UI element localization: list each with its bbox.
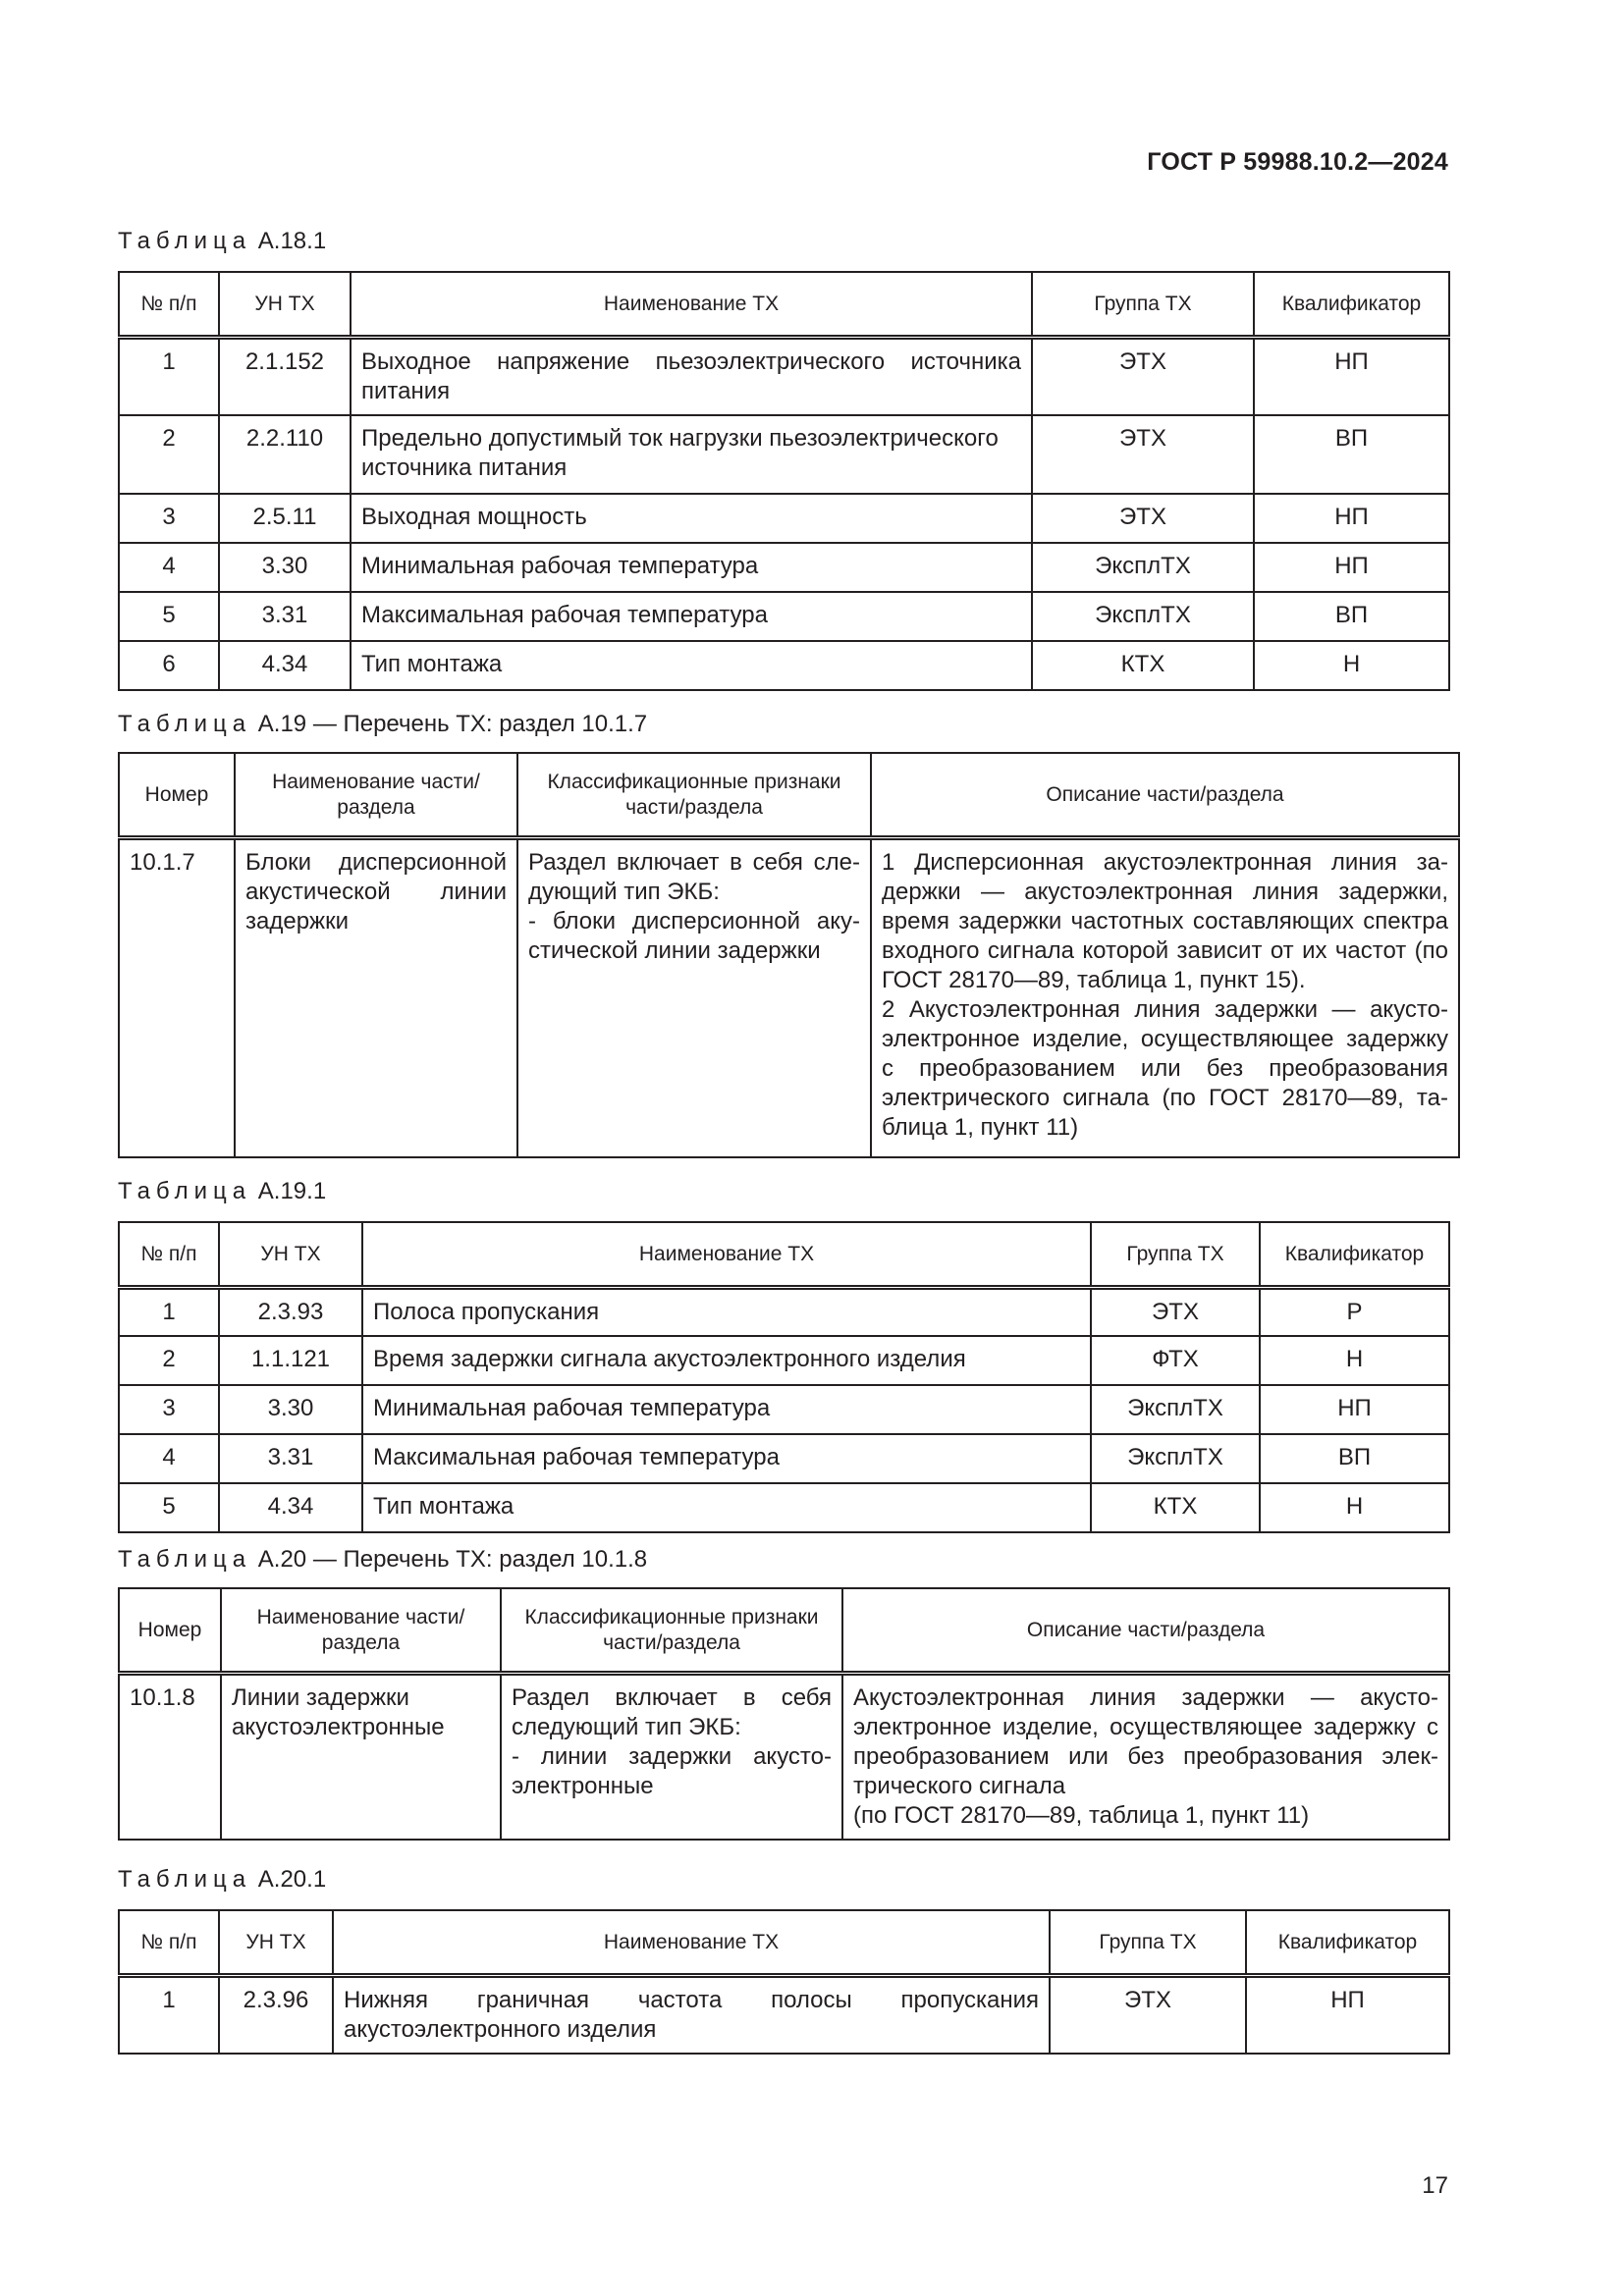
col-header-qualifier: Квалификатор — [1254, 272, 1449, 337]
cell-code: 2.2.110 — [219, 415, 351, 494]
cell-group: ЭТХ — [1091, 1287, 1260, 1336]
cell-num: 4 — [119, 1434, 219, 1483]
document-header: ГОСТ Р 59988.10.2—2024 — [1147, 148, 1448, 176]
cell-code: 2.1.152 — [219, 337, 351, 415]
cell-code: 2.3.93 — [219, 1287, 362, 1336]
cell-qualifier: НП — [1246, 1975, 1449, 2054]
page-number: 17 — [1422, 2172, 1448, 2199]
cell-num: 3 — [119, 494, 219, 543]
cell-qualifier: Н — [1260, 1336, 1449, 1385]
cell-name: Выходная мощность — [351, 494, 1032, 543]
cell-code: 2.5.11 — [219, 494, 351, 543]
table-row — [119, 837, 1459, 1157]
cell-number: 10.1.8 — [119, 1673, 221, 1840]
cell-qualifier: Н — [1254, 641, 1449, 690]
table-caption-a20 — [118, 1546, 647, 1574]
cell-qualifier: НП — [1254, 494, 1449, 543]
cell-name: Выходное напряжение пьезоэлектрического источника питания — [351, 337, 1032, 415]
cell-num: 5 — [119, 592, 219, 641]
cell-qualifier: Н — [1260, 1483, 1449, 1532]
cell-num: 3 — [119, 1385, 219, 1434]
cell-code: 3.31 — [219, 1434, 362, 1483]
col-header-description: Описание части/раздела — [871, 753, 1459, 837]
col-header-group: Группа ТХ — [1091, 1222, 1260, 1287]
cell-name: Максимальная рабочая температура — [362, 1434, 1091, 1483]
col-header-code: УН ТХ — [219, 272, 351, 337]
cell-name: Предельно допустимый ток нагрузки пьезоэлектрического источника питания — [351, 415, 1032, 494]
col-header-qualifier: Квалификатор — [1260, 1222, 1449, 1287]
cell-num: 2 — [119, 415, 219, 494]
caption-label: Таблица — [118, 1866, 252, 1893]
col-header-code: УН ТХ — [219, 1222, 362, 1287]
table-row — [119, 592, 1449, 641]
table-row — [119, 1483, 1449, 1532]
cell-qualifier: ВП — [1254, 592, 1449, 641]
cell-name: Минимальная рабочая температура — [362, 1385, 1091, 1434]
cell-name: Тип монтажа — [362, 1483, 1091, 1532]
cell-group: ЭТХ — [1050, 1975, 1246, 2054]
cell-part-name: Блоки дисперсионной акустической линии задержки — [235, 837, 517, 1157]
table-row — [119, 1975, 1449, 2054]
cell-num: 1 — [119, 1975, 219, 2054]
cell-code: 3.30 — [219, 1385, 362, 1434]
table-row — [119, 415, 1449, 494]
table-caption-a19-1 — [118, 1178, 326, 1205]
cell-code: 2.3.96 — [219, 1975, 333, 2054]
cell-classification: Раздел включает в себя следующий тип ЭКБ: - линии задержки акустоэлектронные — [501, 1673, 842, 1840]
cell-name: Минимальная рабочая температура — [351, 543, 1032, 592]
cell-qualifier: Р — [1260, 1287, 1449, 1336]
table-row — [119, 1336, 1449, 1385]
caption-text: А.20 — Перечень ТХ: раздел 10.1.8 — [257, 1546, 648, 1573]
cell-group: ЭТХ — [1032, 415, 1254, 494]
col-header-qualifier: Квалификатор — [1246, 1910, 1449, 1975]
cell-num: 1 — [119, 337, 219, 415]
col-header-name: Наименование ТХ — [351, 272, 1032, 337]
cell-num: 4 — [119, 543, 219, 592]
cell-group: КТХ — [1091, 1483, 1260, 1532]
cell-name: Время задержки сигнала акустоэлектронного изделия — [362, 1336, 1091, 1385]
table-row — [119, 494, 1449, 543]
cell-group: ФТХ — [1091, 1336, 1260, 1385]
col-header-num: № п/п — [119, 1910, 219, 1975]
table-caption-a18-1 — [118, 228, 326, 255]
table-row — [119, 543, 1449, 592]
col-header-number: Номер — [119, 753, 235, 837]
caption-text: А.18.1 — [257, 228, 327, 254]
col-header-description: Описание части/раздела — [842, 1588, 1449, 1673]
cell-code: 1.1.121 — [219, 1336, 362, 1385]
cell-code: 4.34 — [219, 1483, 362, 1532]
table-row — [119, 641, 1449, 690]
table-caption-a19 — [118, 711, 647, 738]
col-header-classification: Классификационные признаки части/раздела — [517, 753, 871, 837]
col-header-part-name: Наименование части/ раздела — [235, 753, 517, 837]
cell-description: 1 Дисперсионная акустоэлектронная линия задержки — акустоэлектронная линия задержки, время задержки частотных составляющих спектра входного сигнала которой зависит от их частот (по ГОСТ 28170—89, таблица 1, пункт 15). 2 Акустоэлектронная линия задержки — акустоэлектронное изделие, осуществляющее задержку с преобразованием или без преобразования электрического сигнала (по ГОСТ 28170—89, таблица 1, пункт 11) — [871, 837, 1459, 1157]
cell-number: 10.1.7 — [119, 837, 235, 1157]
cell-name: Максимальная рабочая температура — [351, 592, 1032, 641]
cell-qualifier: НП — [1260, 1385, 1449, 1434]
cell-group: ЭксплТХ — [1032, 543, 1254, 592]
cell-group: ЭТХ — [1032, 494, 1254, 543]
cell-group: ЭксплТХ — [1091, 1434, 1260, 1483]
cell-part-name: Линии задержки акустоэлектронные — [221, 1673, 501, 1840]
table-row — [119, 1385, 1449, 1434]
caption-label: Таблица — [118, 228, 252, 254]
table-row — [119, 1434, 1449, 1483]
cell-code: 3.31 — [219, 592, 351, 641]
cell-group: ЭксплТХ — [1032, 592, 1254, 641]
col-header-name: Наименование ТХ — [333, 1910, 1050, 1975]
col-header-name: Наименование ТХ — [362, 1222, 1091, 1287]
cell-description: Акустоэлектронная линия задержки — акустоэлектронное изделие, осуществляющее задержку с преобразованием или без преобразования электрического сигнала (по ГОСТ 28170—89, таблица 1, пункт 11) — [842, 1673, 1449, 1840]
cell-group: ЭТХ — [1032, 337, 1254, 415]
col-header-part-name: Наименование части/ раздела — [221, 1588, 501, 1673]
table-a20-1 — [118, 1909, 1450, 2055]
col-header-group: Группа ТХ — [1050, 1910, 1246, 1975]
cell-classification: Раздел включает в себя следующий тип ЭКБ: - блоки дисперсионной акустической линии задержки — [517, 837, 871, 1157]
caption-label: Таблица — [118, 1546, 252, 1573]
caption-label: Таблица — [118, 711, 252, 737]
cell-num: 5 — [119, 1483, 219, 1532]
cell-num: 1 — [119, 1287, 219, 1336]
cell-qualifier: НП — [1254, 337, 1449, 415]
col-header-code: УН ТХ — [219, 1910, 333, 1975]
col-header-group: Группа ТХ — [1032, 272, 1254, 337]
cell-name: Тип монтажа — [351, 641, 1032, 690]
col-header-classification: Классификационные признаки части/раздела — [501, 1588, 842, 1673]
cell-qualifier: НП — [1254, 543, 1449, 592]
col-header-num: № п/п — [119, 272, 219, 337]
table-row — [119, 1287, 1449, 1336]
cell-code: 3.30 — [219, 543, 351, 592]
table-row — [119, 337, 1449, 415]
caption-label: Таблица — [118, 1178, 252, 1204]
cell-name: Нижняя граничная частота полосы пропускания акустоэлектронного изделия — [333, 1975, 1050, 2054]
table-a19-1 — [118, 1221, 1450, 1533]
cell-qualifier: ВП — [1260, 1434, 1449, 1483]
table-caption-a20-1 — [118, 1866, 326, 1894]
table-row — [119, 1673, 1449, 1840]
caption-text: А.19 — Перечень ТХ: раздел 10.1.7 — [257, 711, 648, 737]
cell-group: КТХ — [1032, 641, 1254, 690]
caption-text: А.19.1 — [257, 1178, 327, 1204]
table-a18-1 — [118, 271, 1450, 691]
cell-num: 6 — [119, 641, 219, 690]
caption-text: А.20.1 — [257, 1866, 327, 1893]
table-a20 — [118, 1587, 1450, 1841]
col-header-number: Номер — [119, 1588, 221, 1673]
cell-code: 4.34 — [219, 641, 351, 690]
col-header-num: № п/п — [119, 1222, 219, 1287]
cell-group: ЭксплТХ — [1091, 1385, 1260, 1434]
table-a19 — [118, 752, 1460, 1158]
cell-num: 2 — [119, 1336, 219, 1385]
cell-name: Полоса пропускания — [362, 1287, 1091, 1336]
cell-qualifier: ВП — [1254, 415, 1449, 494]
